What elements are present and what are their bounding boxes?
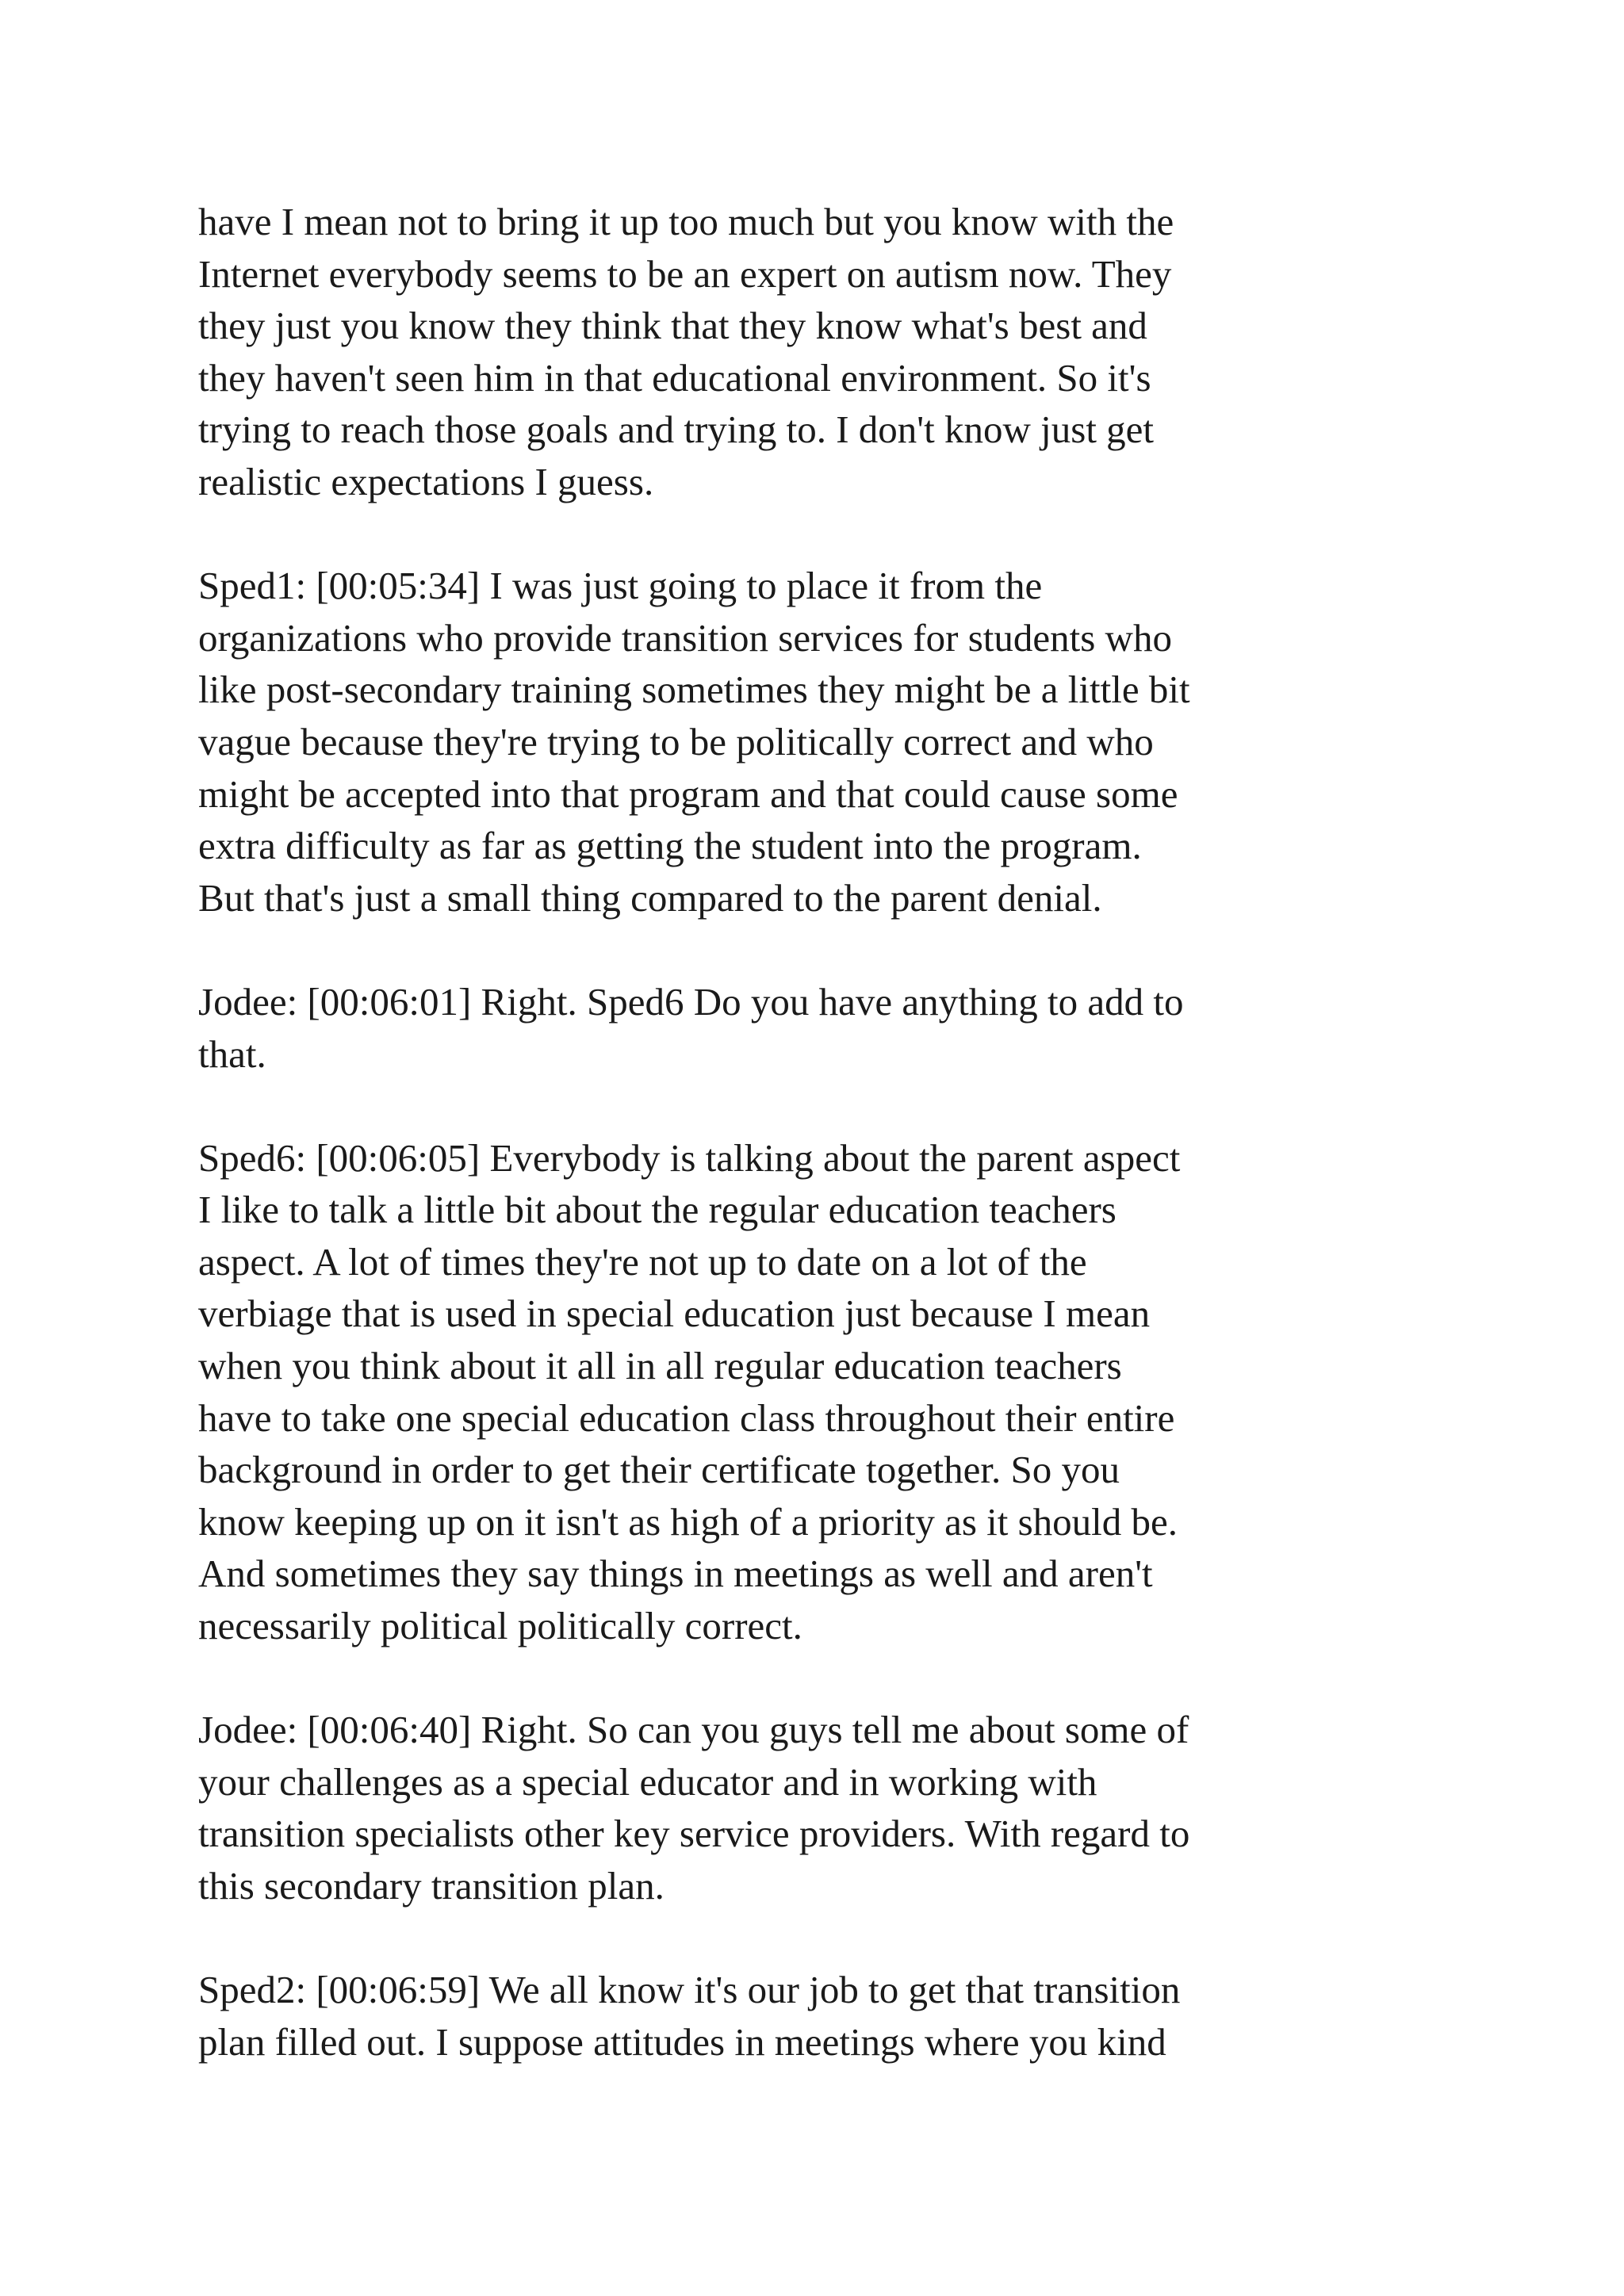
text-line: trying to reach those goals and trying to. I don't know just get: [198, 408, 1155, 452]
text-line: have to take one special education class throughout their entire: [198, 1395, 1175, 1440]
paragraph: [198, 1964, 1467, 2068]
text-line: Jodee: [00:06:01] Right. Sped6 Do you have anything to add to: [198, 979, 1184, 1024]
text-line: necessarily political politically correct.: [198, 1604, 802, 1648]
paragraph: [198, 196, 1467, 508]
text-line: Jodee: [00:06:40] Right. So can you guys tell me about some of: [198, 1708, 1189, 1752]
text-line: vague because they're trying to be politically correct and who: [198, 719, 1154, 763]
text-line: they haven't seen him in that educational environment. So it's: [198, 355, 1151, 400]
text-line: transition specialists other key service providers. With regard to: [198, 1812, 1190, 1856]
paragraph: [198, 1704, 1467, 1911]
text-line: plan filled out. I suppose attitudes in meetings where you kind: [198, 2019, 1166, 2064]
text-line: organizations who provide transition services for students who: [198, 615, 1172, 660]
text-line: extra difficulty as far as getting the student into the program.: [198, 824, 1142, 868]
text-line: like post-secondary training sometimes they might be a little bit: [198, 668, 1190, 712]
text-line: realistic expectations I guess.: [198, 459, 654, 503]
text-line: might be accepted into that program and that could cause some: [198, 771, 1178, 816]
text-line: Sped1: [00:05:34] I was just going to place it from the: [198, 564, 1043, 608]
text-line: when you think about it all in all regular education teachers: [198, 1344, 1122, 1388]
text-line: And sometimes they say things in meetings as well and aren't: [198, 1552, 1153, 1596]
text-line: that.: [198, 1031, 266, 1076]
text-line: know keeping up on it isn't as high of a priority as it should be.: [198, 1499, 1178, 1544]
paragraph: [198, 976, 1467, 1080]
text-line: aspect. A lot of times they're not up to date on a lot of the: [198, 1239, 1087, 1284]
text-line: Sped6: [00:06:05] Everybody is talking about the parent aspect: [198, 1135, 1181, 1180]
text-line: Internet everybody seems to be an expert on autism now. They: [198, 251, 1172, 296]
text-line: I like to talk a little bit about the regular education teachers: [198, 1188, 1116, 1232]
text-line: this secondary transition plan.: [198, 1864, 665, 1908]
paragraph: [198, 1132, 1467, 1652]
text-line: background in order to get their certificate together. So you: [198, 1448, 1120, 1492]
text-line: they just you know they think that they know what's best and: [198, 304, 1147, 348]
text-line: have I mean not to bring it up too much but you know with the: [198, 200, 1174, 243]
text-line: But that's just a small thing compared to the parent denial.: [198, 875, 1102, 920]
transcript-body: [198, 196, 1467, 2120]
text-line: your challenges as a special educator and in working with: [198, 1759, 1097, 1804]
text-line: verbiage that is used in special education just because I mean: [198, 1292, 1151, 1336]
paragraph: [198, 560, 1467, 924]
text-line: Sped2: [00:06:59] We all know it's our job to get that transition: [198, 1968, 1181, 2012]
